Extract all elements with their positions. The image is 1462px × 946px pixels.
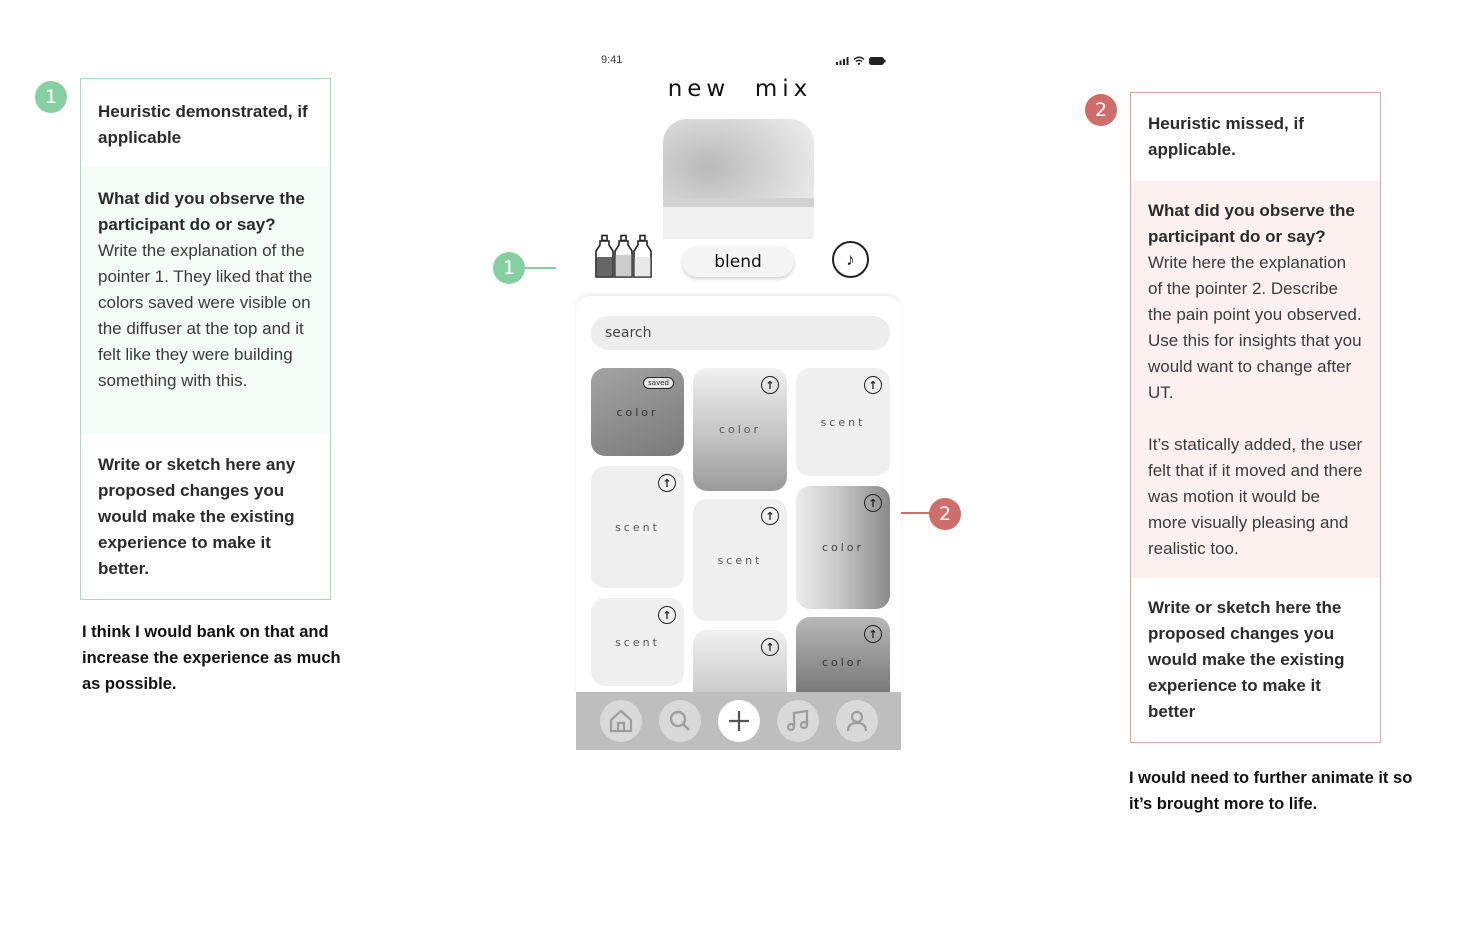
diffuser-preview [663,119,814,239]
bottles-icon[interactable] [595,235,653,279]
battery-icon [869,57,886,65]
scent-tile[interactable] [591,466,684,588]
tile-label: color [821,655,865,669]
color-tile[interactable] [591,368,684,456]
nav-profile[interactable] [836,700,878,742]
page-title: new mix [667,76,813,102]
add-arrow-icon[interactable]: ↑ [761,376,779,394]
add-arrow-icon[interactable]: ↑ [864,494,882,512]
observation-label: What did you observe the participant do or say? [98,189,305,234]
annotation-badge-1: 1 [35,81,67,113]
diffuser-base [663,207,814,239]
ingredient-panel [576,296,901,692]
search-icon [668,709,692,733]
nav-add[interactable] [718,700,760,742]
scent-tile[interactable] [693,499,787,621]
observation-section [81,166,330,434]
proposed-changes-section [81,434,330,582]
tile-label: scent [820,415,866,429]
add-arrow-icon[interactable]: ↑ [761,638,779,656]
tile-label: color [718,423,762,436]
annotation-badge-2: 2 [1085,94,1117,126]
search-input[interactable]: search [591,316,890,350]
pointer-badge-1: 1 [493,252,525,284]
observation-text: Write the explanation of the pointer 1. They liked that the colors saved were visible on the diffuser at the top and it felt like they were building something with this. [98,241,313,390]
profile-icon [845,709,869,733]
music-note-icon: ♪ [846,249,855,269]
nav-search[interactable] [659,700,701,742]
tile-label: scent [717,553,763,567]
proposed-changes-section [1131,578,1380,725]
home-icon [608,708,634,734]
proposed-changes-label: Write or sketch here any proposed changes you would make the existing experience to make it better. [98,455,296,578]
bottom-nav [576,692,901,750]
music-icon [785,708,811,734]
observation-text-2: It’s statically added, the user felt that if it moved and there was motion it would be more visually pleasing and realistic too. [1148,435,1363,558]
color-tile[interactable] [693,368,787,491]
diffuser-band [663,198,814,207]
add-arrow-icon[interactable]: ↑ [658,474,676,492]
add-arrow-icon[interactable]: ↑ [864,625,882,643]
saved-badge: saved [643,377,674,389]
plus-icon [727,709,751,733]
pointer-badge-2: 2 [929,498,961,530]
tile-label: scent [615,635,660,649]
heuristic-label: Heuristic demonstrated, if applicable [98,102,308,147]
proposed-changes-label: Write or sketch here the proposed changes you would make the existing experience to make it better [1148,598,1345,721]
takeaway-text-1: I think I would bank on that and increase the experience as much as possible. [82,623,341,693]
status-icons [836,55,886,65]
add-arrow-icon[interactable]: ↑ [761,507,779,525]
heuristic-section [81,79,330,166]
observation-text: Write here the explanation of the pointer 2. Describe the pain point you observed. Use this for insights that you would want to change after UT. [1148,253,1362,402]
tile-label: color [821,541,865,554]
annotation-card-2 [1130,92,1381,743]
scent-tile[interactable] [591,598,684,686]
nav-music[interactable] [777,700,819,742]
observation-label: What did you observe the participant do or say? [1148,201,1355,246]
heuristic-label: Heuristic missed, if applicable. [1148,114,1304,159]
tile-label: scent [615,520,660,534]
pointer-connector-1 [524,267,556,269]
add-arrow-icon[interactable]: ↑ [658,606,676,624]
status-time: 9:41 [601,54,623,66]
scent-tile[interactable] [796,368,890,476]
music-button[interactable] [832,241,869,278]
add-arrow-icon[interactable]: ↑ [864,376,882,394]
heuristic-section [1131,93,1380,181]
nav-home[interactable] [600,700,642,742]
annotation-card-1 [80,78,331,600]
observation-section [1131,181,1380,578]
blend-button[interactable]: blend [682,246,794,277]
color-tile[interactable] [796,486,890,609]
signal-icon [836,57,849,65]
takeaway-text-2: I would need to further animate it so it’s brought more to life. [1129,769,1413,813]
wifi-icon [853,56,865,65]
tile-label: color [616,405,659,419]
